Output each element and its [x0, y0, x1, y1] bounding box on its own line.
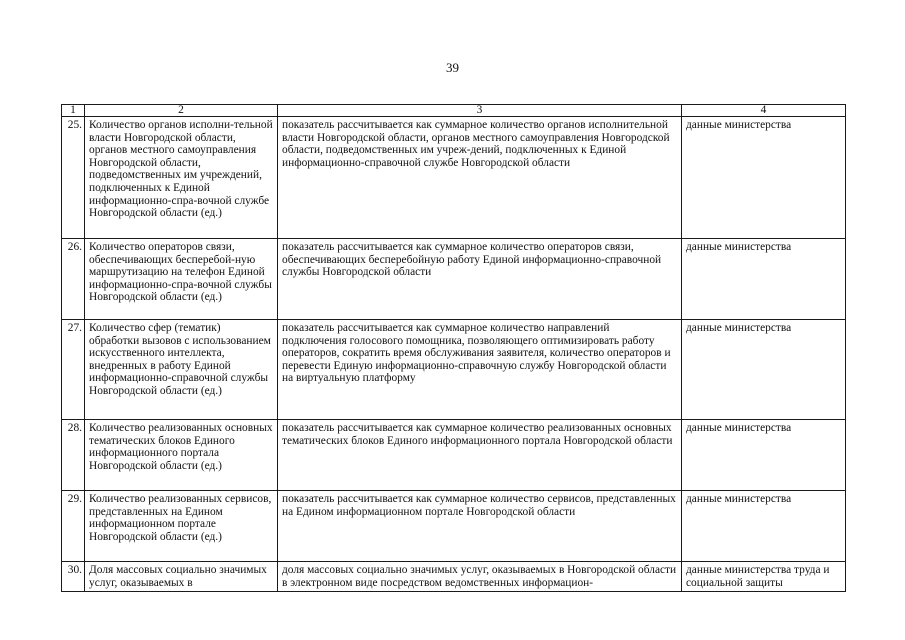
table-row	[62, 562, 846, 592]
calculation-method: показатель рассчитывается как суммарное количество органов исполнительной власти Новгородской области, органов местного самоуправления Новгородской области, подведомственных им учреж-дений, подключенных к Единой информационно-справочной службе Новгородской области	[278, 117, 682, 239]
indicators-table	[61, 104, 846, 592]
data-source: данные министерства	[682, 491, 846, 562]
data-source: данные министерства	[682, 420, 846, 491]
page-number: 39	[446, 60, 459, 75]
calculation-method: показатель рассчитывается как суммарное количество направлений подключения голосового помощника, позволяющего оптимизировать работу операторов, сократить время обслуживания заявителя, количество операторов и перевести Единую информационно-справочную службу Новгородской области на виртуальную платформу	[278, 320, 682, 420]
column-header: 4	[682, 105, 846, 117]
table-row	[62, 491, 846, 562]
indicator-name: Количество реализованных сервисов, представленных на Едином информационном портале Новгородской области (ед.)	[85, 491, 278, 562]
table-header-row	[62, 105, 846, 117]
row-number: 28.	[62, 420, 85, 491]
row-number: 29.	[62, 491, 85, 562]
calculation-method: показатель рассчитывается как суммарное количество реализованных основных тематических блоков Единого информационного портала Новгородской области	[278, 420, 682, 491]
data-source: данные министерства	[682, 239, 846, 320]
indicator-name: Количество операторов связи, обеспечивающих бесперебой-ную маршрутизацию на телефон Единой информационно-спра-вочной службы Новгородской области (ед.)	[85, 239, 278, 320]
table-row	[62, 239, 846, 320]
data-source: данные министерства	[682, 320, 846, 420]
indicator-name: Количество органов исполни-тельной власти Новгородской области, органов местного самоуправления Новгородской области, подведомственных им учреждений, подключенных к Единой информационно-спра-вочной службе Новгородской области (ед.)	[85, 117, 278, 239]
column-header: 3	[278, 105, 682, 117]
table-row	[62, 117, 846, 239]
row-number: 25.	[62, 117, 85, 239]
data-source: данные министерства труда и социальной защиты	[682, 562, 846, 592]
calculation-method: доля массовых социально значимых услуг, оказываемых в Новгородской области в электронном виде посредством ведомственных информацион-	[278, 562, 682, 592]
row-number: 30.	[62, 562, 85, 592]
indicator-name: Количество сфер (тематик) обработки вызовов с использованием искусственного интеллекта, внедренных в работу Единой информационно-справочной службы Новгородской области (ед.)	[85, 320, 278, 420]
column-header: 2	[85, 105, 278, 117]
data-source: данные министерства	[682, 117, 846, 239]
calculation-method: показатель рассчитывается как суммарное количество сервисов, представленных на Едином информационном портале Новгородской области	[278, 491, 682, 562]
row-number: 26.	[62, 239, 85, 320]
indicator-name: Количество реализованных основных тематических блоков Единого информационного портала Новгородской области (ед.)	[85, 420, 278, 491]
row-number: 27.	[62, 320, 85, 420]
column-header: 1	[62, 105, 85, 117]
indicator-name: Доля массовых социально значимых услуг, оказываемых в	[85, 562, 278, 592]
table-row	[62, 320, 846, 420]
table-row	[62, 420, 846, 491]
calculation-method: показатель рассчитывается как суммарное количество операторов связи, обеспечивающих бесперебойную работу Единой информационно-справочной службы Новгородской области	[278, 239, 682, 320]
